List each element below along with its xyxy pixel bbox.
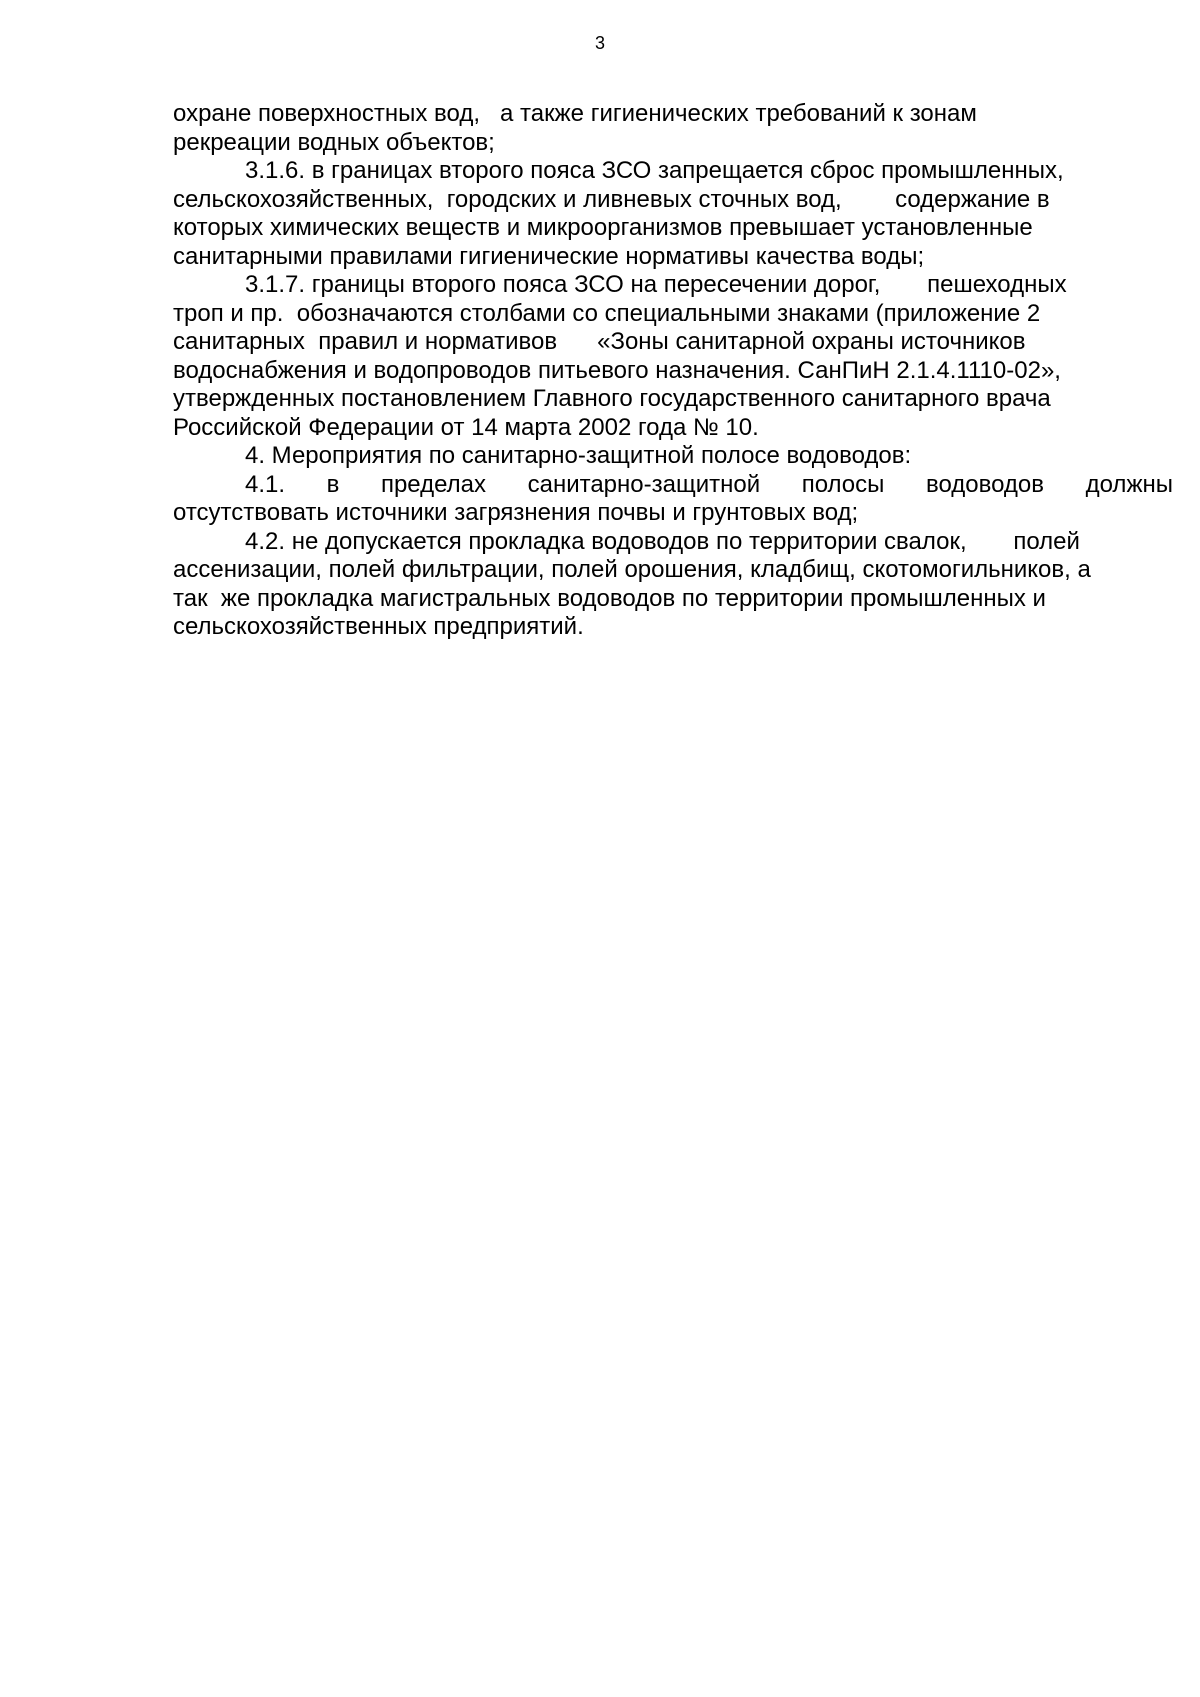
paragraph-4-2-start: 4.2. не допускается прокладка водоводов по территории свалок, полей	[245, 527, 1080, 555]
text-line: так же прокладка магистральных водоводов по территории промышленных и	[173, 584, 1046, 612]
text-line: Российской Федерации от 14 марта 2002 года № 10.	[173, 413, 759, 441]
text-line: санитарных правил и нормативов «Зоны санитарной охраны источников	[173, 328, 1026, 355]
paragraph-3-1-6-start: 3.1.6. в границах второго пояса ЗСО запрещается сброс промышленных,	[245, 157, 1064, 184]
text-line: санитарными правилами гигиенические нормативы качества воды;	[173, 242, 925, 270]
document-body	[173, 100, 1173, 642]
page-number: 3	[594, 33, 605, 53]
section-4-heading: 4. Мероприятия по санитарно-защитной полосе водоводов:	[245, 442, 912, 469]
text-line: отсутствовать источники загрязнения почвы и грунтовых вод;	[173, 499, 859, 526]
text-line: троп и пр. обозначаются столбами со специальными знаками (приложение 2	[173, 299, 1041, 327]
text-line: водоснабжения и водопроводов питьевого назначения. СанПиН 2.1.4.1110-02»,	[173, 356, 1061, 384]
paragraph-4-1-start: 4.1. в пределах санитарно-защитной полосы водоводов должны	[245, 470, 1173, 498]
text-line: рекреации водных объектов;	[173, 128, 495, 156]
text-line: сельскохозяйственных предприятий.	[173, 613, 584, 640]
text-line: сельскохозяйственных, городских и ливневых сточных вод, содержание в	[173, 185, 1050, 213]
text-line: которых химических веществ и микроорганизмов превышает установленные	[173, 214, 1033, 241]
text-line: ассенизации, полей фильтрации, полей орошения, кладбищ, скотомогильников, а	[173, 556, 1091, 583]
text-line: охране поверхностных вод, а также гигиенических требований к зонам	[173, 100, 977, 127]
paragraph-3-1-7-start: 3.1.7. границы второго пояса ЗСО на пересечении дорог, пешеходных	[245, 271, 1067, 298]
text-line: утвержденных постановлением Главного государственного санитарного врача	[173, 385, 1051, 412]
